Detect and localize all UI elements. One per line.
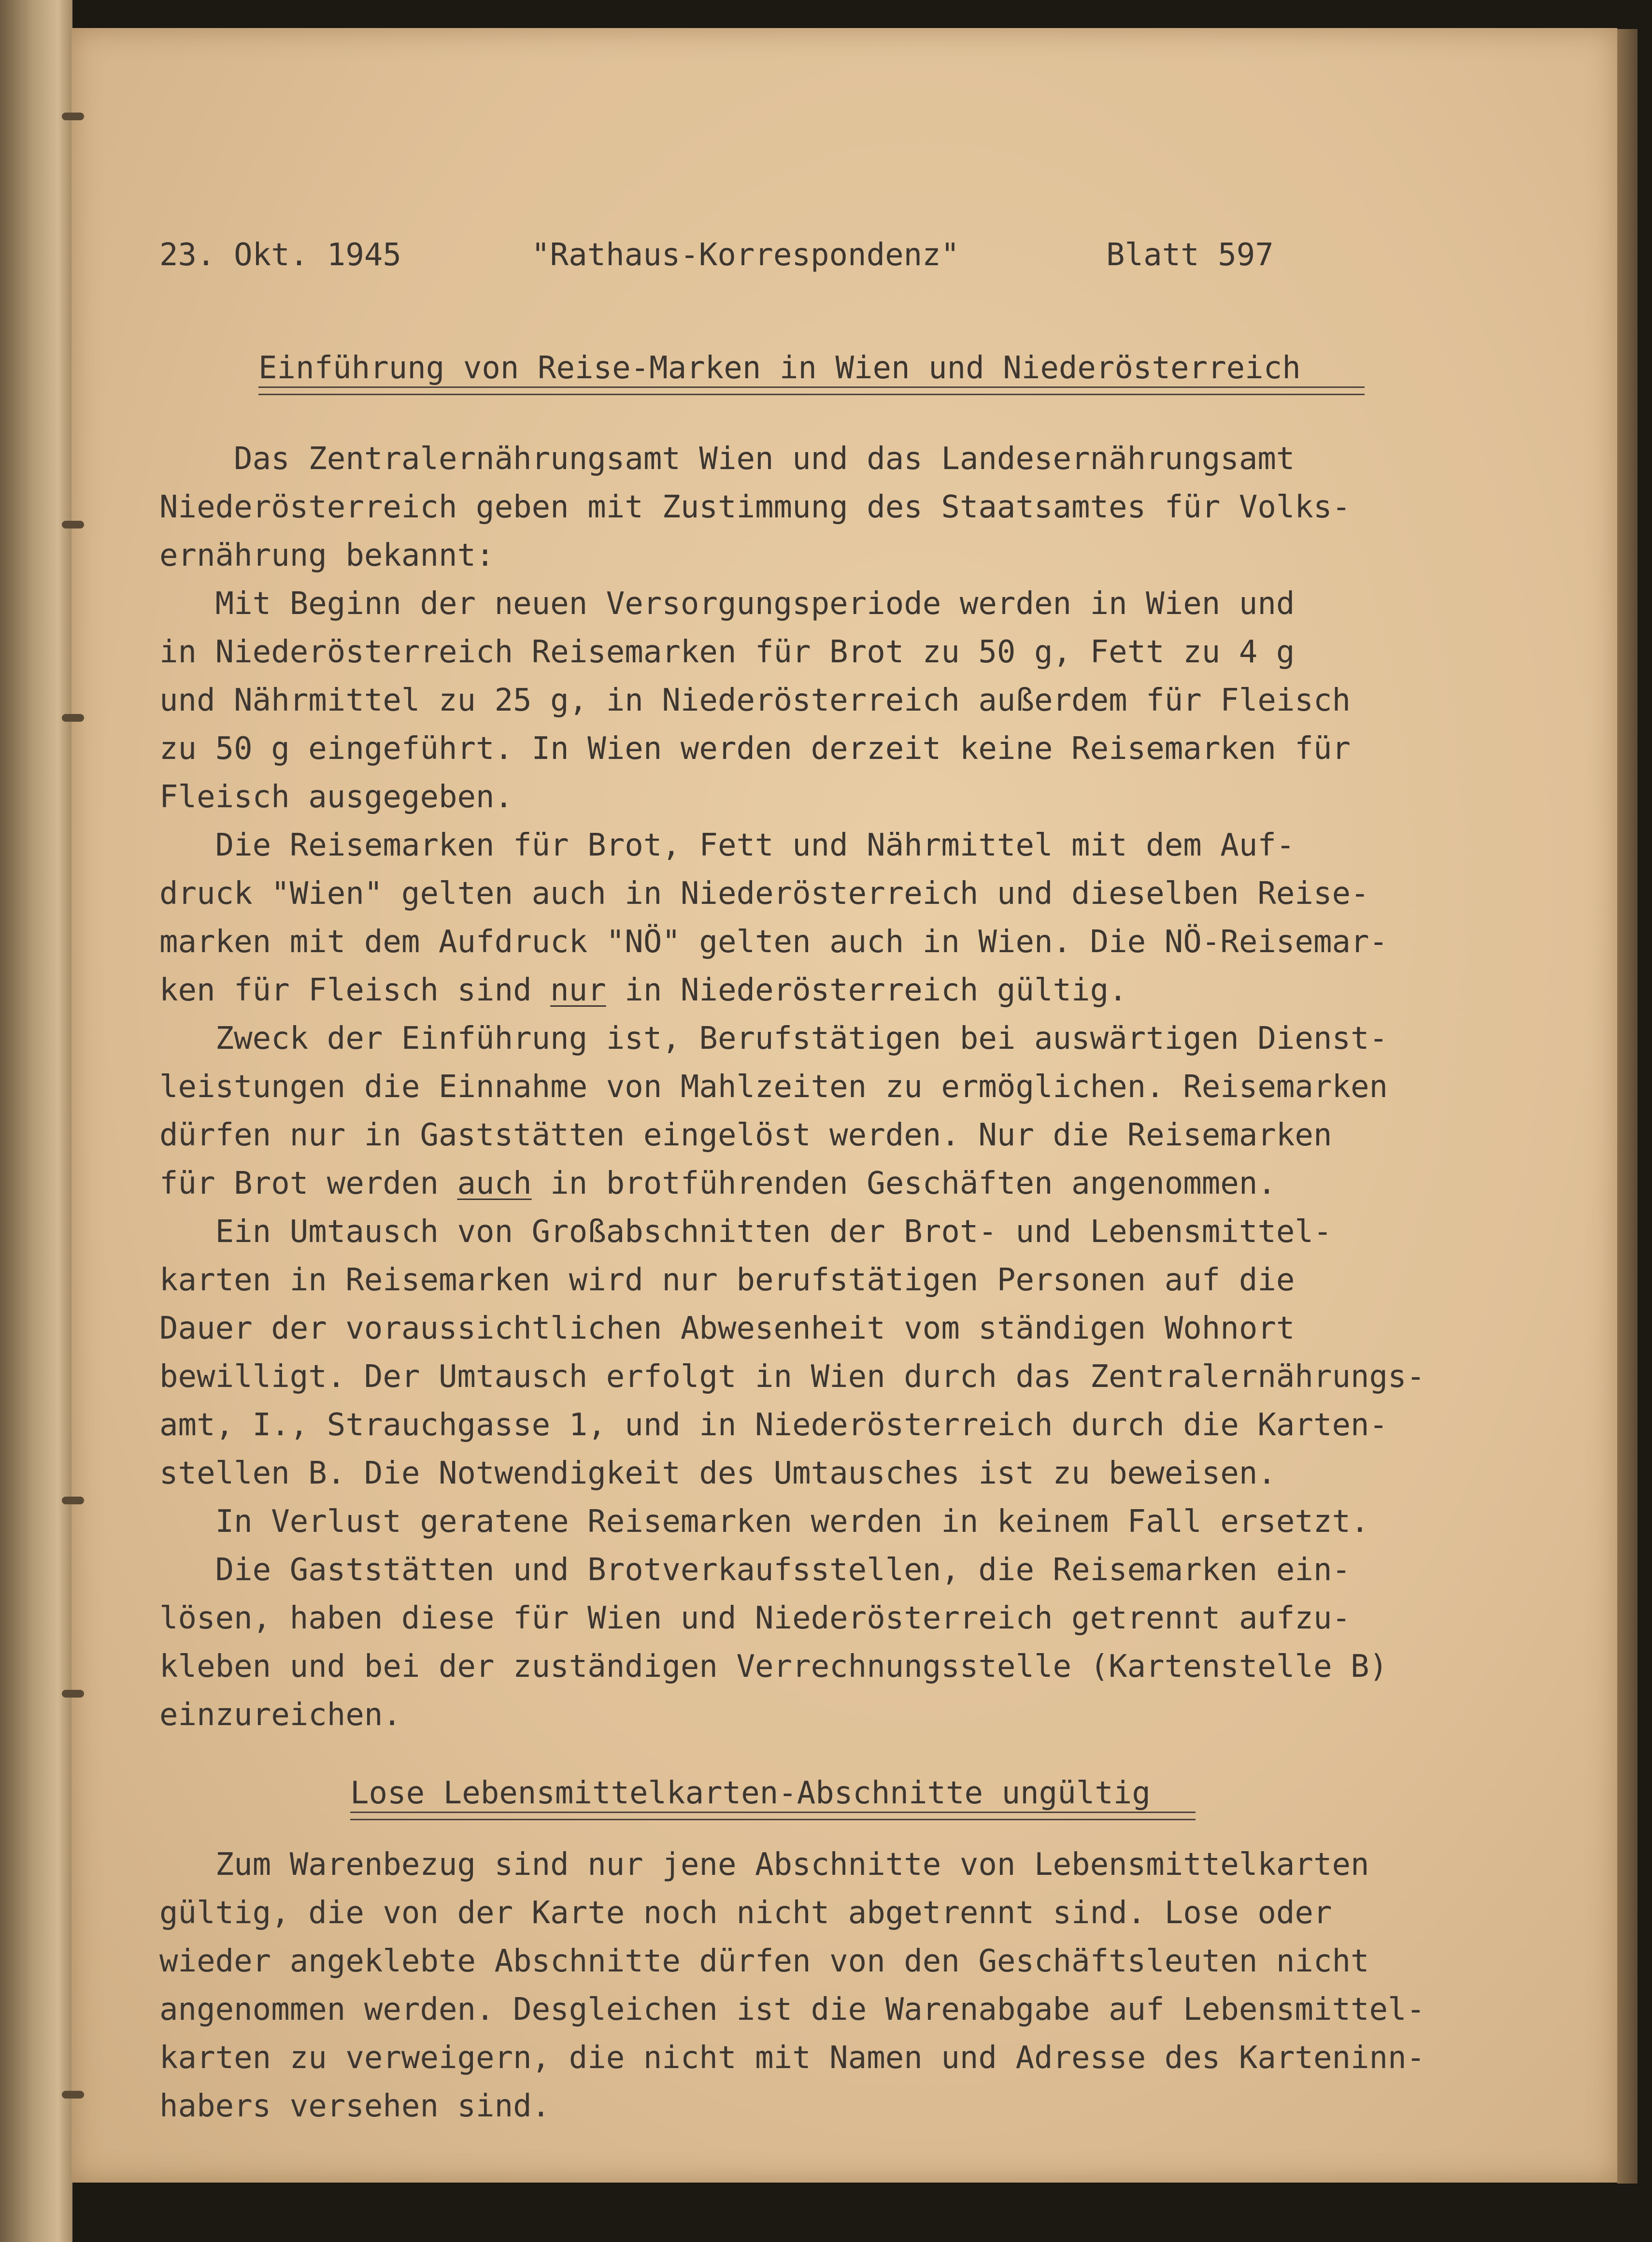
header-sheet-number: Blatt 597 (1106, 237, 1274, 273)
emphasis-underlined: auch (457, 1166, 532, 1201)
text-line: leistungen die Einnahme von Mahlzeiten zu ermöglichen. Reisemarken (159, 1069, 1388, 1105)
staple-hole (62, 1690, 84, 1698)
text-line: Die Reisemarken für Brot, Fett und Nährmittel mit dem Auf- (159, 828, 1295, 863)
staple-hole (62, 2091, 84, 2099)
book-binding (0, 0, 72, 2242)
header-date: 23. Okt. 1945 (159, 237, 401, 273)
header-publication: "Rathaus-Korrespondenz" (531, 237, 960, 273)
text-line: stellen B. Die Notwendigkeit des Umtausches ist zu beweisen. (159, 1456, 1276, 1491)
text-line: wieder angeklebte Abschnitte dürfen von den Geschäftsleuten nicht (159, 1943, 1369, 1979)
text-line: zu 50 g eingeführt. In Wien werden derzeit keine Reisemarken für (159, 731, 1351, 767)
emphasis-underlined: nur (550, 972, 606, 1008)
text-line: Zweck der Einführung ist, Berufstätigen bei auswärtigen Dienst- (159, 1021, 1388, 1057)
page-edge (1617, 29, 1638, 2184)
text-line: Ein Umtausch von Großabschnitten der Brot- und Lebensmittel- (159, 1214, 1332, 1250)
text-line: ernährung bekannt: (159, 538, 495, 573)
text-line: dürfen nur in Gaststätten eingelöst werden. Nur die Reisemarken (159, 1117, 1332, 1153)
text-line: karten in Reisemarken wird nur berufstätigen Personen auf die (159, 1262, 1295, 1298)
text-line: und Nährmittel zu 25 g, in Niederösterreich außerdem für Fleisch (159, 683, 1351, 718)
text-line: Fleisch ausgegeben. (159, 779, 513, 815)
title-double-underline (258, 386, 1365, 395)
text-line: in Niederösterreich Reisemarken für Brot zu 50 g, Fett zu 4 g (159, 634, 1295, 670)
text-segment: für Brot werden (159, 1166, 457, 1201)
text-line: lösen, haben diese für Wien und Niederösterreich getrennt aufzu- (159, 1600, 1351, 1636)
text-line: Dauer der voraussichtlichen Abwesenheit vom ständigen Wohnort (159, 1311, 1295, 1346)
title-double-underline (350, 1812, 1196, 1820)
text-segment: in Niederösterreich gültig. (606, 972, 1127, 1008)
text-line: Zum Warenbezug sind nur jene Abschnitte von Lebensmittelkarten (159, 1847, 1369, 1883)
text-line: druck "Wien" gelten auch in Niederösterreich und dieselben Reise- (159, 876, 1369, 912)
staple-hole (62, 521, 84, 528)
article1-title: Einführung von Reise-Marken in Wien und Niederösterreich (258, 350, 1301, 386)
text-line: Die Gaststätten und Brotverkaufsstellen, die Reisemarken ein- (159, 1552, 1351, 1588)
text-line: bewilligt. Der Umtausch erfolgt in Wien durch das Zentralernährungs- (159, 1359, 1425, 1395)
article2-title: Lose Lebensmittelkarten-Abschnitte ungültig (350, 1775, 1151, 1811)
text-segment: in brotführenden Geschäften angenommen. (531, 1166, 1276, 1201)
text-line: habers versehen sind. (159, 2088, 551, 2124)
text-line (159, 966, 1127, 1014)
staple-hole (62, 1497, 84, 1504)
text-line: gültig, die von der Karte noch nicht abgetrennt sind. Lose oder (159, 1895, 1332, 1931)
staple-hole (62, 113, 84, 120)
staple-hole (62, 714, 84, 722)
text-line: Mit Beginn der neuen Versorgungsperiode werden in Wien und (159, 586, 1295, 622)
text-line: karten zu verweigern, die nicht mit Namen und Adresse des Karteninn- (159, 2040, 1425, 2076)
text-line: angenommen werden. Desgleichen ist die Warenabgabe auf Lebensmittel- (159, 1992, 1425, 2028)
text-line: marken mit dem Aufdruck "NÖ" gelten auch in Wien. Die NÖ-Reisemar- (159, 924, 1388, 960)
text-line: In Verlust geratene Reisemarken werden in keinem Fall ersetzt. (159, 1504, 1369, 1540)
text-line: kleben und bei der zuständigen Verrechnungsstelle (Kartenstelle B) (159, 1649, 1388, 1685)
text-line: Niederösterreich geben mit Zustimmung des Staatsamtes für Volks- (159, 489, 1351, 525)
text-line: amt, I., Strauchgasse 1, und in Niederösterreich durch die Karten- (159, 1407, 1388, 1443)
text-line (159, 1159, 1276, 1208)
text-line: Das Zentralernährungsamt Wien und das Landesernährungsamt (159, 441, 1295, 477)
text-segment: ken für Fleisch sind (159, 972, 551, 1008)
text-line: einzureichen. (159, 1697, 401, 1733)
